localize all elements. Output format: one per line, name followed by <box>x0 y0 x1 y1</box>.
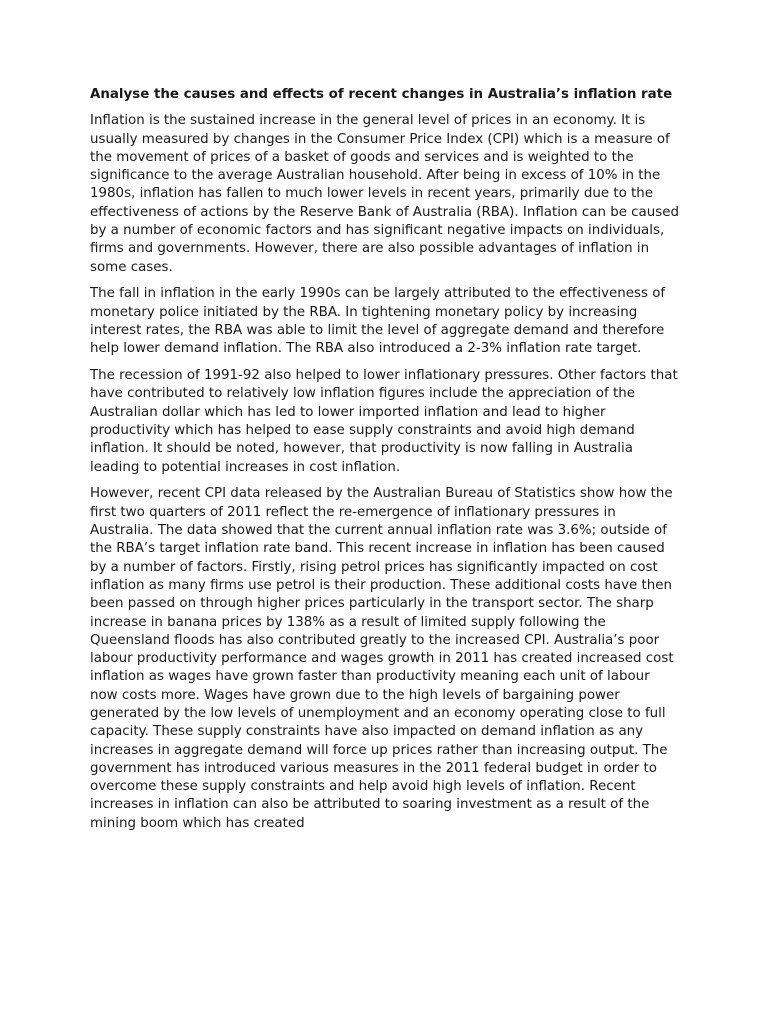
document-page <box>90 86 680 833</box>
paragraph-early-1990s-fall: The fall in inflation in the early 1990s can be largely attributed to the effectiveness of monetary police initiated by the RBA. In tightening monetary policy by increasing interest rates, the RBA was able to limit the level of aggregate demand and therefore help lower demand inflation. The RBA also introduced a 2-3% inflation rate target. <box>90 286 666 357</box>
document-heading: Analyse the causes and effects of recent changes in Australia’s inflation rate <box>90 87 673 102</box>
paragraph-recession-factors: The recession of 1991-92 also helped to lower inflationary pressures. Other factors that have contributed to relatively low inflation figures include the appreciation of the Australian dollar which has led to lower imported inflation and lead to higher productivity which has helped to ease supply constraints and avoid high demand inflation. It should be noted, however, that productivity is now falling in Australia leading to potential increases in cost inflation. <box>90 368 678 475</box>
paragraph-recent-cpi-data: However, recent CPI data released by the Australian Bureau of Statistics show how the first two quarters of 2011 reflect the re-emergence of inflationary pressures in Australia. The data showed that the current annual inflation rate was 3.6%; outside of the RBA’s target inflation rate band. This recent increase in inflation has been caused by a number of factors. Firstly, rising petrol prices has significantly impacted on cost inflation as many firms use petrol is their production. These additional costs have then been passed on through higher prices particularly in the transport sector. The sharp increase in banana prices by 138% as a result of limited supply following the Queensland floods has also contributed greatly to the increased CPI. Australia’s poor labour productivity performance and wages growth in 2011 has created increased cost inflation as wages have grown faster than productivity meaning each unit of labour now costs more. Wages have grown due to the high levels of bargaining power generated by the low levels of unemployment and an economy operating close to full capacity. These supply constraints have also impacted on demand inflation as any increases in aggregate demand will force up prices rather than increasing output. The government has introduced various measures in the 2011 federal budget in order to overcome these supply constraints and help avoid high levels of inflation. Recent increases in inflation can also be attributed to soaring investment as a result of the mining boom which has created <box>90 486 674 831</box>
paragraph-inflation-definition: Inflation is the sustained increase in the general level of prices in an economy. It is usually measured by changes in the Consumer Price Index (CPI) which is a measure of the movement of prices of a basket of goods and services and is weighted to the significance to the average Australian household. After being in excess of 10% in the 1980s, inflation has fallen to much lower levels in recent years, primarily due to the effectiveness of actions by the Reserve Bank of Australia (RBA). Inflation can be caused by a number of economic factors and has significant negative impacts on individuals, firms and governments. However, there are also possible advantages of inflation in some cases. <box>90 113 679 275</box>
